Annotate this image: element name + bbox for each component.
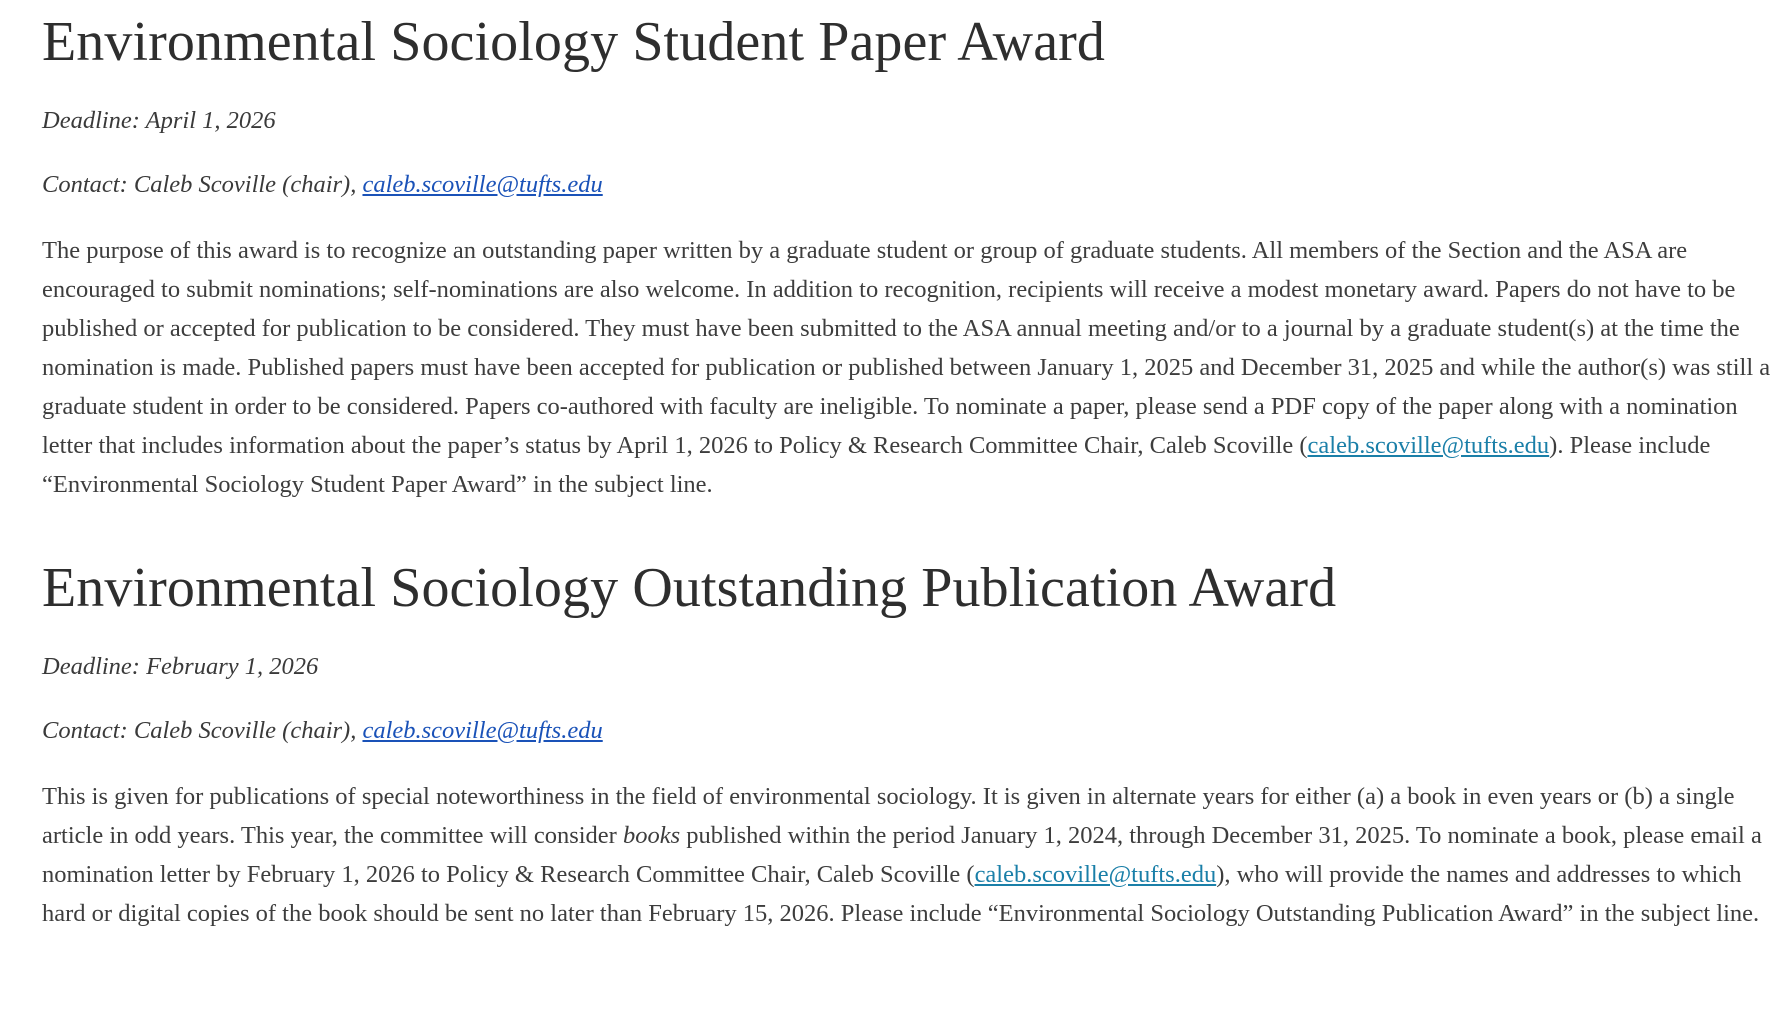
- description-text: The purpose of this award is to recognize an outstanding paper written by a graduate student or group of graduate students. All members of the Section and the ASA are encouraged to submit nominations; self-nominations are also welcome. In addition to recognition, recipients will receive a modest monetary award. Papers do not have to be published or accepted for publication to be considered. They must have been submitted to the ASA annual meeting and/or to a journal by a graduate student(s) at the time the nomination is made. Published papers must have been accepted for publication or published between January 1, 2025 and December 31, 2025 and while the author(s) was still a graduate student in order to be considered. Papers co-authored with faculty are ineligible. To nominate a paper, please send a PDF copy of the paper along with a nomination letter that includes information about the paper’s status by April 1, 2026 to Policy & Research Committee Chair, Caleb Scoville (: [42, 236, 1771, 459]
- page-content: [42, 0, 1772, 933]
- description-text: ). Please include “Environmental Sociology Student Paper Award” in the subject line.: [42, 431, 1711, 498]
- award-outstanding-publication: [42, 556, 1772, 933]
- description-email-link[interactable]: caleb.scoville@tufts.edu: [1307, 431, 1550, 459]
- award-title: Environmental Sociology Outstanding Publication Award: [42, 556, 1337, 619]
- description-emphasis: books: [622, 821, 681, 849]
- description-text: ), who will provide the names and addresses to which hard or digital copies of the book should be sent no later than February 15, 2026. Please include “Environmental Sociology Outstanding Publication Award” in the subject line.: [42, 860, 1760, 927]
- award-deadline: Deadline: April 1, 2026: [42, 107, 276, 135]
- description-text: This is given for publications of special noteworthiness in the field of environmental sociology. It is given in alternate years for either (a) a book in even years or (b) a single article in odd years. This year, the committee will consider: [42, 782, 1735, 849]
- award-description: [42, 231, 1772, 504]
- award-contact: [42, 714, 1772, 748]
- award-student-paper: [42, 10, 1772, 504]
- award-contact: [42, 168, 1772, 202]
- award-deadline: Deadline: February 1, 2026: [42, 653, 319, 681]
- award-title: Environmental Sociology Student Paper Award: [42, 11, 1105, 73]
- contact-email-link[interactable]: caleb.scoville@tufts.edu: [362, 170, 603, 198]
- description-text: published within the period January 1, 2024, through December 31, 2025. To nominate a book, please email a nomination letter by February 1, 2026 to Policy & Research Committee Chair, Caleb Scoville (: [42, 821, 1762, 888]
- description-email-link[interactable]: caleb.scoville@tufts.edu: [974, 860, 1217, 888]
- contact-label: Contact: Caleb Scoville (chair),: [42, 170, 363, 198]
- contact-email-link[interactable]: caleb.scoville@tufts.edu: [362, 716, 603, 744]
- contact-label: Contact: Caleb Scoville (chair),: [42, 716, 363, 744]
- award-description: [42, 777, 1772, 933]
